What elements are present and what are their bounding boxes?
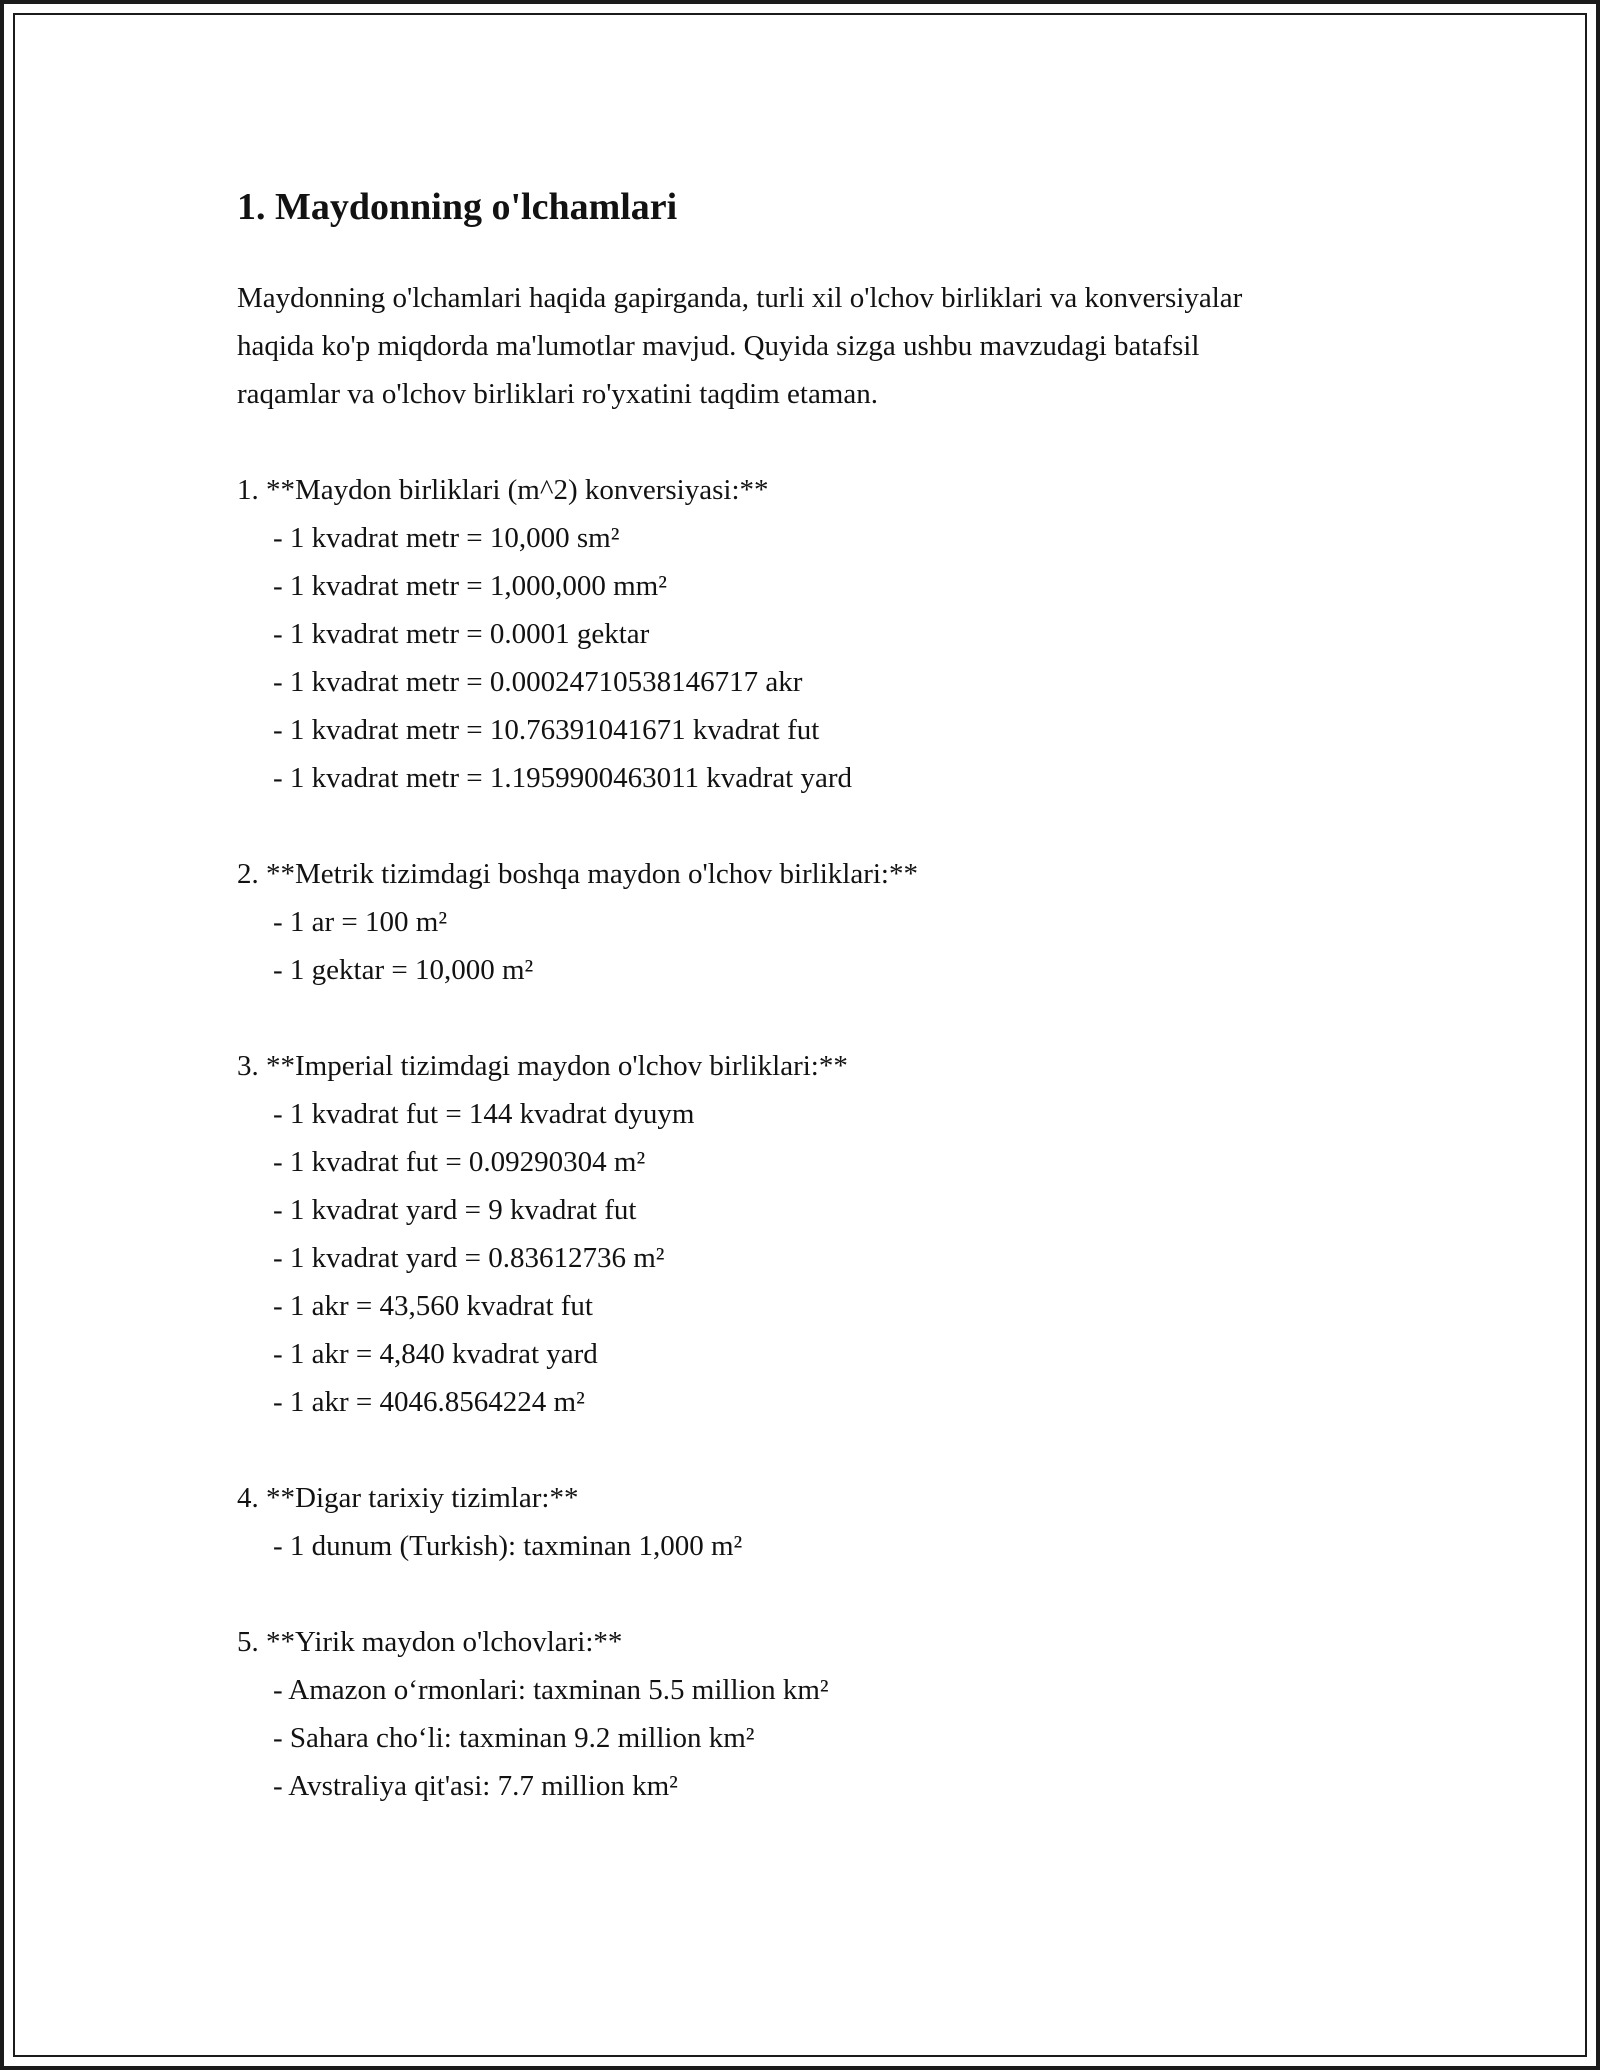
list-item: - 1 akr = 43,560 kvadrat fut — [273, 1289, 593, 1322]
section-imperial-units — [237, 1042, 1297, 1426]
document-content — [237, 184, 1297, 1810]
section-heading: 2. **Metrik tizimdagi boshqa maydon o'lchov birliklari:** — [237, 857, 918, 890]
intro-paragraph: Maydonning o'lchamlari haqida gapirganda, turli xil o'lchov birliklari va konversiyalar haqida ko'p miqdorda ma'lumotlar mavjud. Quyida sizga ushbu mavzudagi batafsil raqamlar va o'lchov birliklari ro'yxatini taqdim etaman. — [237, 281, 1243, 410]
section-items — [237, 1522, 1297, 1570]
list-item: - 1 kvadrat metr = 0.00024710538146717 akr — [273, 665, 803, 698]
list-item: - 1 kvadrat yard = 0.83612736 m² — [273, 1241, 665, 1274]
section-items — [237, 898, 1297, 994]
section-historical-systems — [237, 1474, 1297, 1570]
section-heading: 3. **Imperial tizimdagi maydon o'lchov birliklari:** — [237, 1049, 848, 1082]
list-item: - Amazon o‘rmonlari: taxminan 5.5 million km² — [273, 1673, 829, 1706]
list-item: - 1 kvadrat metr = 1,000,000 mm² — [273, 569, 667, 602]
section-items — [237, 514, 1297, 802]
list-item: - 1 kvadrat fut = 0.09290304 m² — [273, 1145, 646, 1178]
list-item: - 1 kvadrat metr = 0.0001 gektar — [273, 617, 650, 650]
list-item: - Avstraliya qit'asi: 7.7 million km² — [273, 1769, 678, 1802]
list-item: - 1 kvadrat metr = 10,000 sm² — [273, 521, 620, 554]
list-item: - 1 akr = 4046.8564224 m² — [273, 1385, 585, 1418]
list-item: - Sahara cho‘li: taxminan 9.2 million km² — [273, 1721, 755, 1754]
section-items — [237, 1090, 1297, 1426]
list-item: - 1 kvadrat metr = 1.1959900463011 kvadrat yard — [273, 761, 853, 794]
section-metric-units — [237, 850, 1297, 994]
section-large-areas — [237, 1618, 1297, 1810]
list-item: - 1 kvadrat metr = 10.76391041671 kvadrat fut — [273, 713, 820, 746]
list-item: - 1 akr = 4,840 kvadrat yard — [273, 1337, 598, 1370]
section-heading: 4. **Digar tarixiy tizimlar:** — [237, 1481, 579, 1514]
section-area-unit-conversions — [237, 466, 1297, 802]
list-item: - 1 ar = 100 m² — [273, 905, 448, 938]
section-heading: 5. **Yirik maydon o'lchovlari:** — [237, 1625, 623, 1658]
page-title: 1. Maydonning o'lchamlari — [237, 186, 678, 228]
list-item: - 1 kvadrat fut = 144 kvadrat dyuym — [273, 1097, 695, 1130]
list-item: - 1 dunum (Turkish): taxminan 1,000 m² — [273, 1529, 743, 1562]
section-heading: 1. **Maydon birliklari (m^2) konversiyasi:** — [237, 473, 769, 506]
list-item: - 1 gektar = 10,000 m² — [273, 953, 534, 986]
list-item: - 1 kvadrat yard = 9 kvadrat fut — [273, 1193, 637, 1226]
section-items — [237, 1666, 1297, 1810]
